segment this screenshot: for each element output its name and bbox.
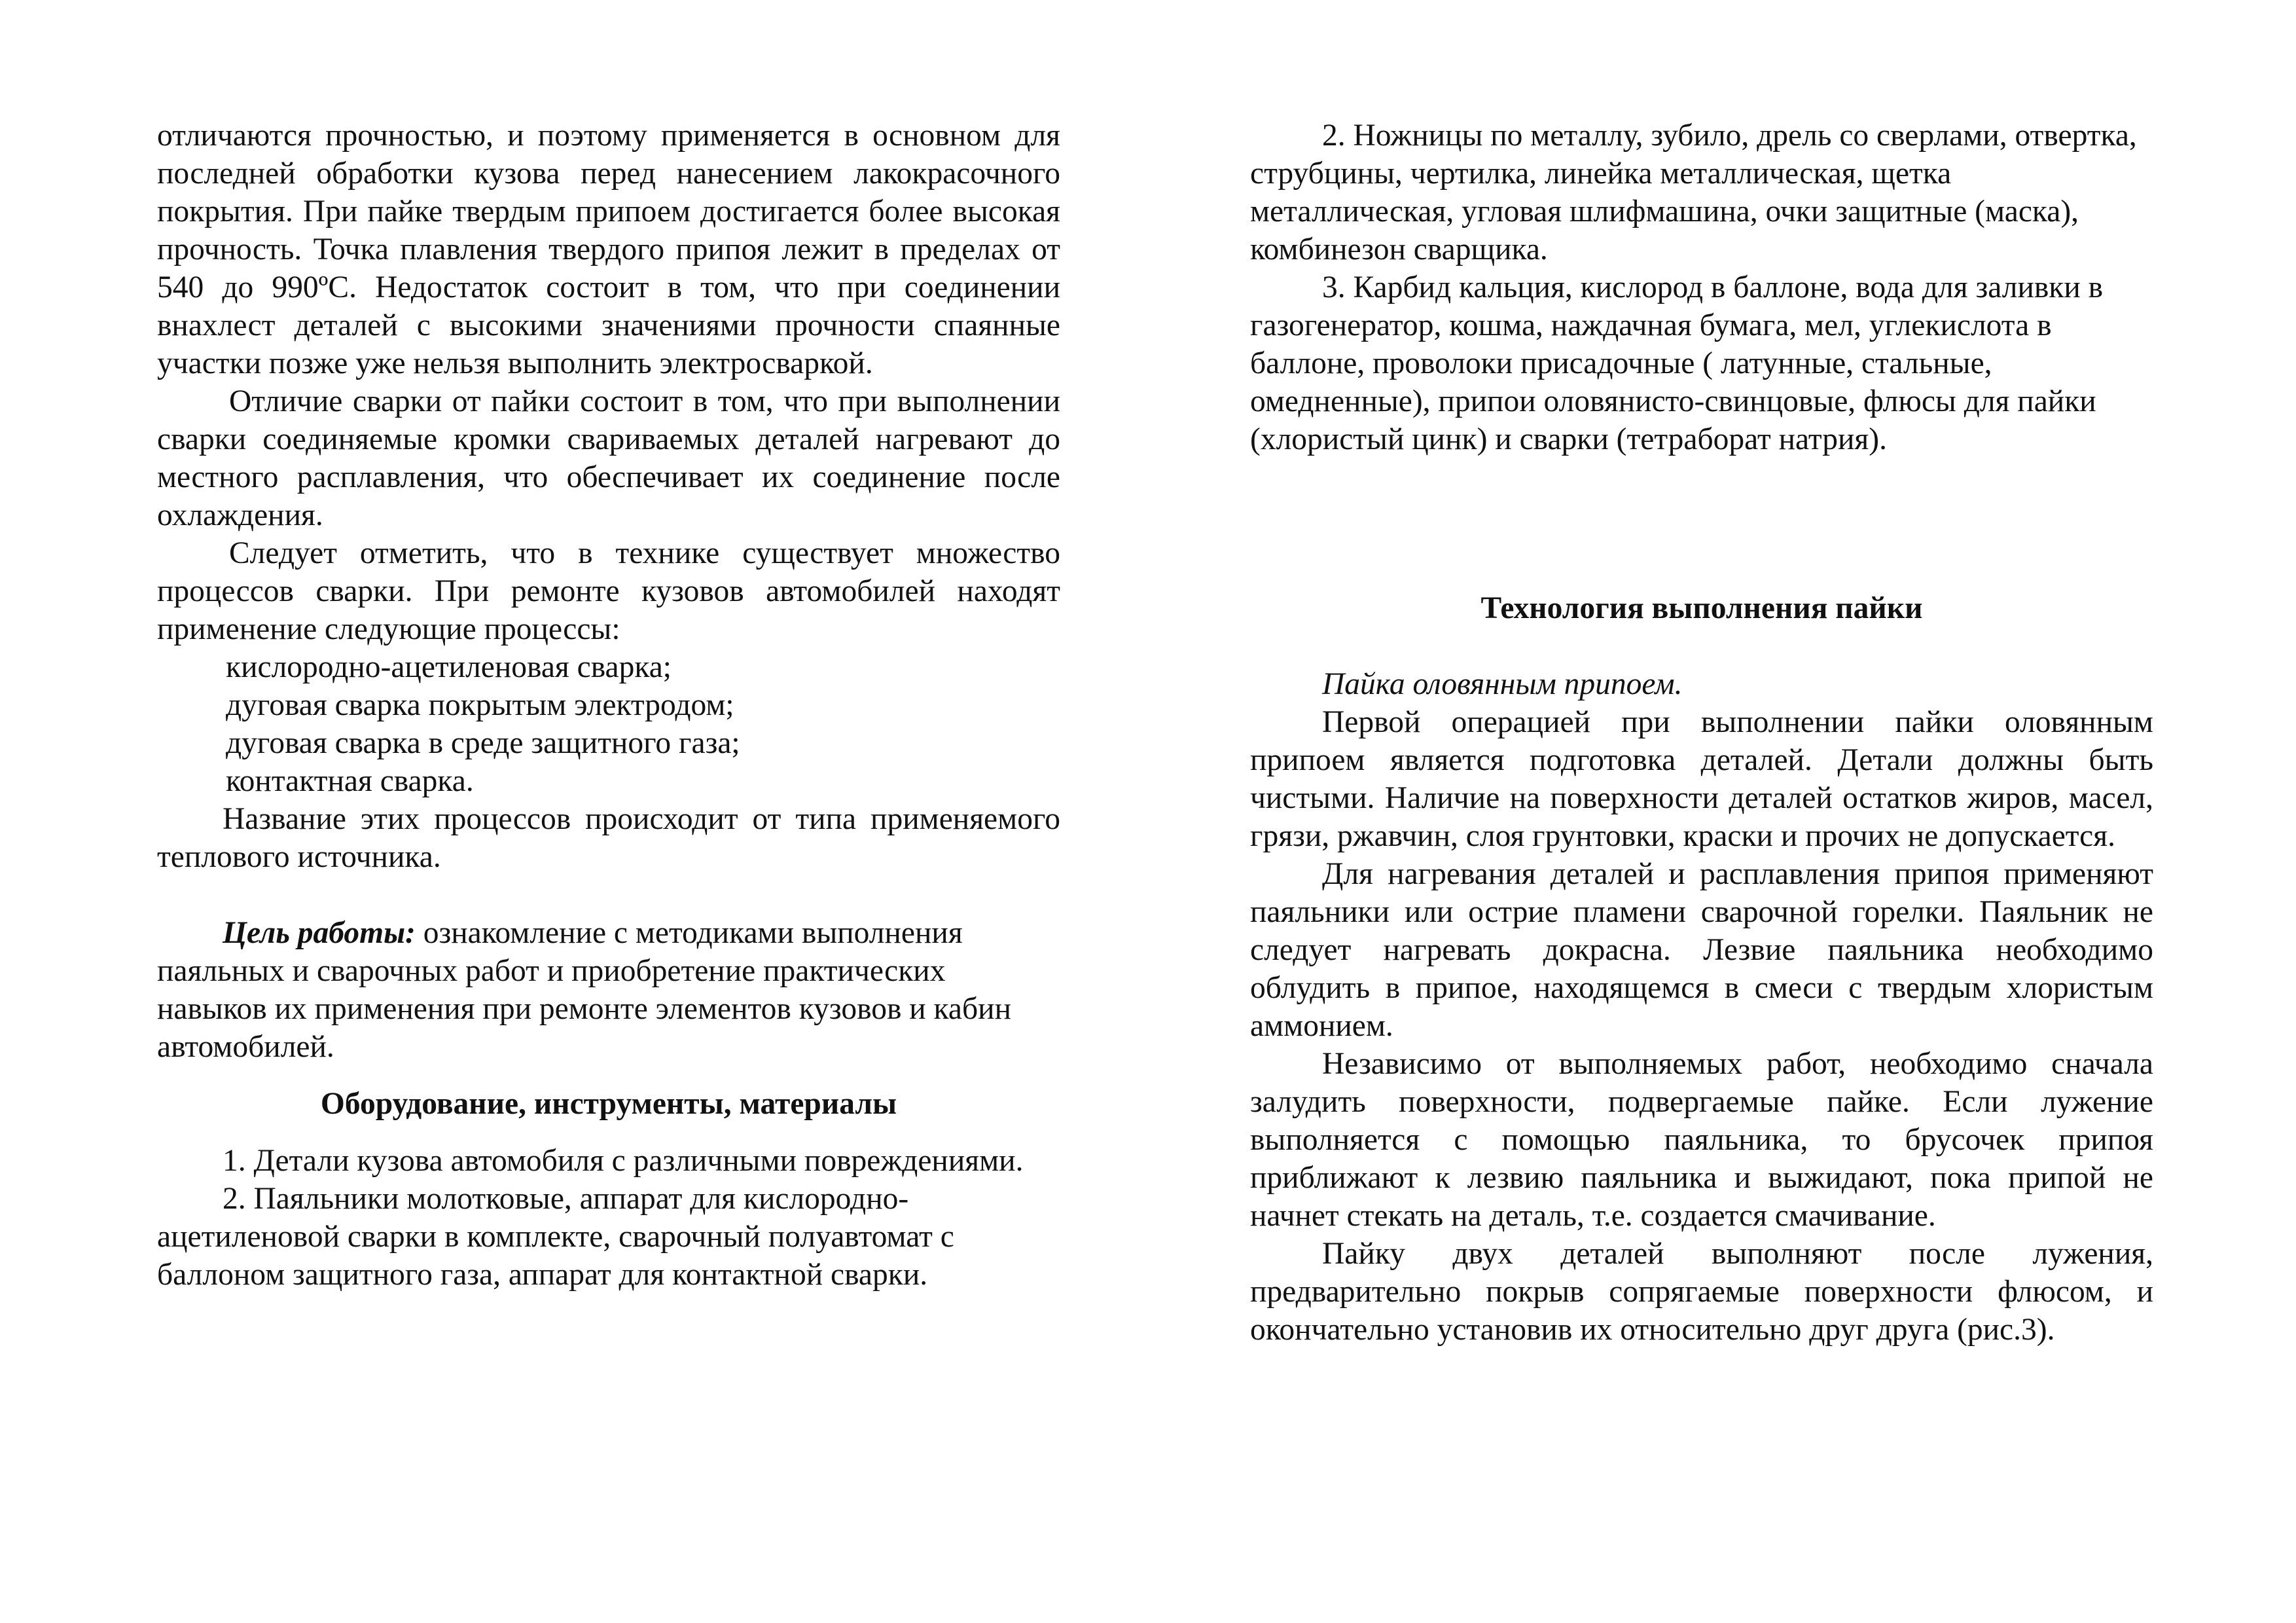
paragraph-goal xyxy=(157,914,1060,1066)
paragraph-welding-processes: Следует отметить, что в технике существует множество процессов сварки. При ремонте кузовов автомобилей находят применение следующие процессы: xyxy=(157,536,1060,646)
paragraph-welding-vs-soldering: Отличие сварки от пайки состоит в том, что при выполнении сварки соединяемые кромки свариваемых деталей нагревают до местного расплавления, что обеспечивает их соединение после охлаждения. xyxy=(157,384,1060,532)
paragraph-joining: Пайку двух деталей выполняют после лужения, предварительно покрыв сопрягаемые поверхности флюсом, и окончательно установив их относительно друг друга (рис.3). xyxy=(1250,1237,2153,1347)
process-list-item: контактная сварка. xyxy=(226,764,474,798)
equipment-item: 1. Детали кузова автомобиля с различными повреждениями. xyxy=(223,1144,1024,1178)
technology-heading: Технология выполнения пайки xyxy=(1480,591,1923,625)
paragraph-process-naming: Название этих процессов происходит от типа применяемого теплового источника. xyxy=(157,802,1060,874)
equipment-item: 3. Карбид кальция, кислород в баллоне, вода для заливки в газогенератор, кошма, наждачная бумага, мел, углекислота в баллоне, проволоки присадочные ( латунные, стальные, омедненные), припои оловянисто-свинцовые, флюсы для пайки (хлористый цинк) и сварки (тетраборат натрия). xyxy=(1250,270,2104,456)
tin-solder-subheading: Пайка оловянным припоем. xyxy=(1322,667,1683,701)
paragraph-heating: Для нагревания деталей и расплавления припоя применяют паяльники или острие пламени сварочной горелки. Паяльник не следует нагревать докрасна. Лезвие паяльника необходимо облудить в припое, находящемся в смеси с твердым хлористым аммонием. xyxy=(1250,857,2153,1043)
right-page-column xyxy=(1250,117,2153,1349)
process-list-item: дуговая сварка покрытым электродом; xyxy=(226,688,734,722)
equipment-item: 2. Паяльники молотковые, аппарат для кислородно-ацетиленовой сварки в комплекте, сварочный полуавтомат с баллоном защитного газа, аппарат для контактной сварки. xyxy=(157,1182,954,1292)
process-list-item: кислородно-ацетиленовая сварка; xyxy=(226,650,672,684)
paragraph-intro: отличаются прочностью, и поэтому применяется в основном для последней обработки кузова перед нанесением лакокрасочного покрытия. При пайке твердым припоем достигается более высокая прочность. Точка плавления твердого припоя лежит в пределах от 540 до 990ºС. Недостаток состоит в том, что при соединении внахлест деталей с высокими значениями прочности спаянные участки позже уже нельзя выполнить электросваркой. xyxy=(157,119,1060,380)
process-list-item: дуговая сварка в среде защитного газа; xyxy=(226,726,740,760)
paragraph-preparation: Первой операцией при выполнении пайки оловянным припоем является подготовка деталей. Детали должны быть чистыми. Наличие на поверхности деталей остатков жиров, масел, грязи, ржавчин, слоя грунтовки, краски и прочих не допускается. xyxy=(1250,705,2153,853)
goal-label: Цель работы: xyxy=(223,916,416,950)
goal-text: ознакомление с методиками выполнения паяльных и сварочных работ и приобретение практических навыков их применения при ремонте элементов кузовов и кабин автомобилей. xyxy=(157,916,1011,1064)
left-page-column xyxy=(157,117,1060,1294)
paragraph-tinning: Независимо от выполняемых работ, необходимо сначала залудить поверхности, подвергаемые пайке. Если лужение выполняется с помощью паяльника, то брусочек припоя приближают к лезвию паяльника и выжидают, пока припой не начнет стекать на деталь, т.е. создается смачивание. xyxy=(1250,1047,2153,1233)
equipment-heading: Оборудование, инструменты, материалы xyxy=(320,1087,897,1121)
equipment-item: 2. Ножницы по металлу, зубило, дрель со сверлами, отвертка, струбцины, чертилка, линейка металлическая, щетка металлическая, угловая шлифмашина, очки защитные (маска), комбинезон сварщика. xyxy=(1250,119,2137,266)
